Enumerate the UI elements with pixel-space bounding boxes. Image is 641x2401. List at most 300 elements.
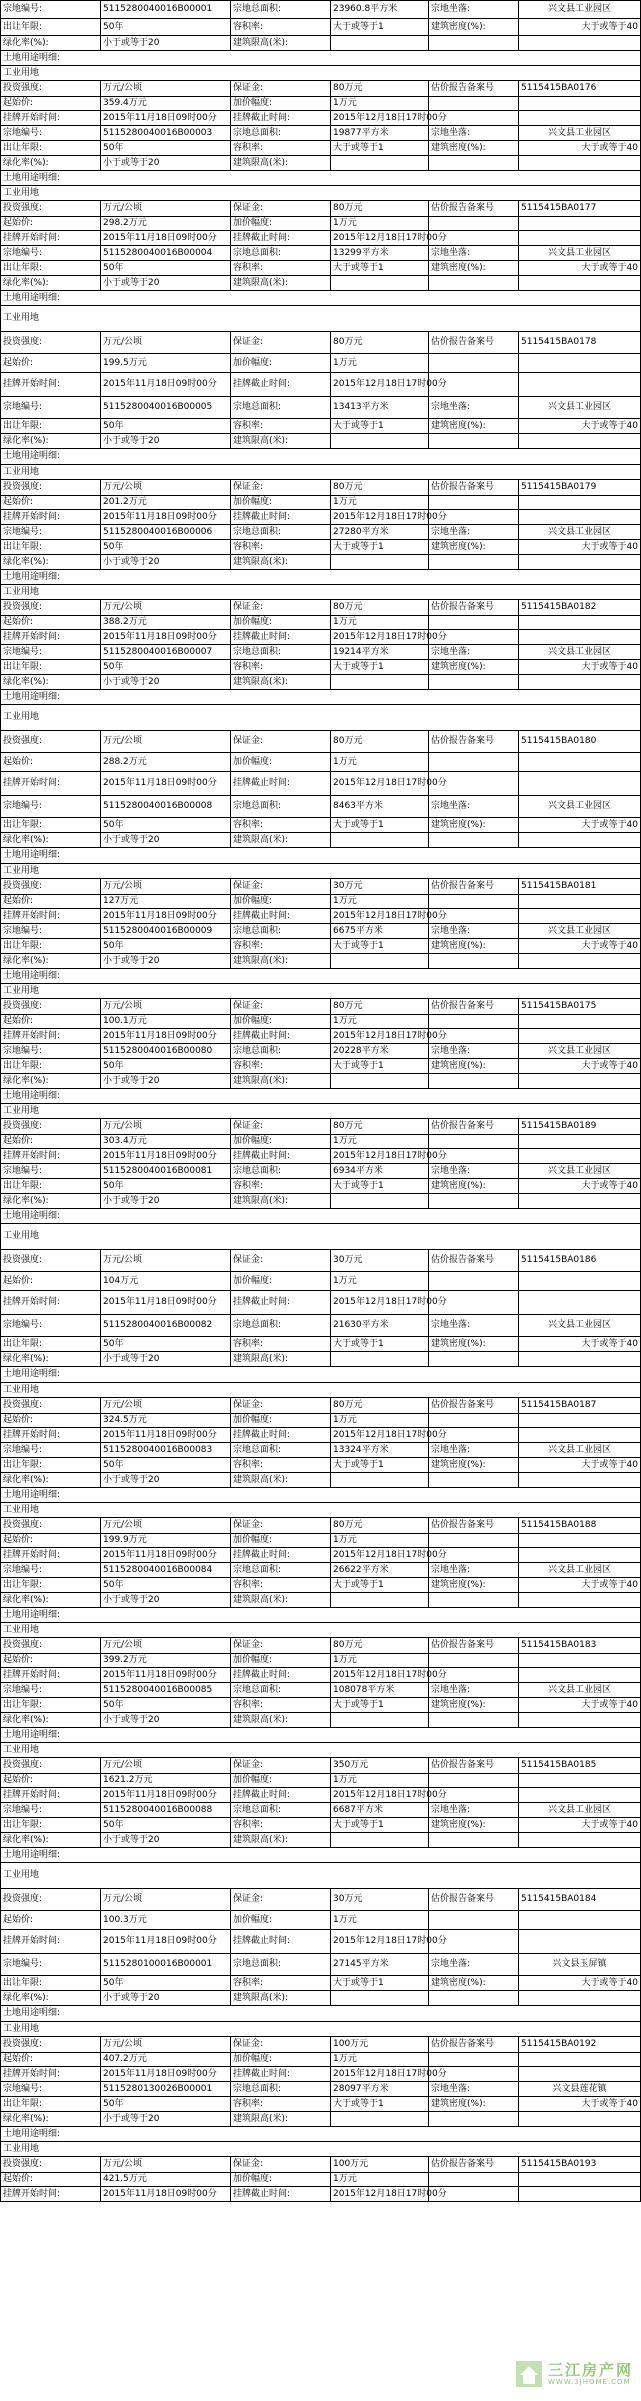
increment-label: 加价幅度:: [231, 217, 331, 230]
listing-time-row: [1, 1788, 641, 1803]
empty-cell: [519, 1534, 641, 1547]
empty-cell: [519, 1991, 641, 2005]
investment-row: [1, 2037, 641, 2053]
investment-row: [1, 1638, 641, 1654]
listing-time-row: [1, 373, 641, 397]
investment-value: 万元/公顷: [101, 2037, 231, 2052]
height-limit-label: 建筑限高(米):: [231, 36, 331, 50]
parcel-location-value: 兴文县工业园区: [519, 126, 641, 140]
empty-cell: [429, 1015, 519, 1028]
land-use-detail: [1, 2127, 641, 2142]
land-use-detail-text: 土地用途明细:: [1, 1367, 641, 1382]
empty-cell: [519, 1149, 641, 1163]
industrial-use: [1, 1224, 641, 1250]
start-price-row: [1, 753, 641, 772]
listing-end-label: 挂牌截止时间:: [231, 1029, 331, 1043]
appraisal-value: 5115415BA0180: [519, 731, 641, 752]
investment-label: 投资强度:: [1, 1398, 101, 1413]
term-value: 50年: [101, 1458, 231, 1472]
green-ratio-label: 绿化率(%):: [1, 1473, 101, 1487]
industrial-use: [1, 2022, 641, 2037]
parcel-code-label: 宗地编号:: [1, 525, 101, 539]
industrial-use-text: 工业用地: [1, 1224, 641, 1249]
watermark-url: WWW.3JHOME.COM: [548, 2378, 631, 2387]
investment-row: [1, 1518, 641, 1534]
empty-cell: [519, 354, 641, 372]
land-use-detail: [1, 1209, 641, 1224]
empty-cell: [519, 1428, 641, 1442]
empty-cell: [429, 1788, 519, 1802]
empty-cell: [429, 1428, 519, 1442]
start-price-label: 起始价:: [1, 616, 101, 629]
empty-cell: [519, 2112, 641, 2126]
listing-end-value: 2015年12月18日17时00分: [331, 1291, 429, 1314]
term-label: 出让年限:: [1, 1698, 101, 1712]
investment-row: [1, 2157, 641, 2173]
listing-end-label: 挂牌截止时间:: [231, 111, 331, 125]
investment-row: [1, 1889, 641, 1911]
plot-ratio-label: 容积率:: [231, 1337, 331, 1351]
industrial-use: [1, 186, 641, 201]
start-price-label: 起始价:: [1, 354, 101, 372]
appraisal-label: 估价报告备案号: [429, 879, 519, 894]
density-label: 建筑密度(%):: [429, 540, 519, 554]
term-value: 50年: [101, 19, 231, 35]
density-value: 大于或等于40: [519, 1698, 641, 1712]
start-price-value: 201.2万元: [101, 496, 231, 509]
investment-label: 投资强度:: [1, 1119, 101, 1134]
parcel-location-label: 宗地坐落:: [429, 1315, 519, 1336]
investment-row: [1, 999, 641, 1015]
empty-cell: [519, 510, 641, 524]
parcel-code-row: [1, 1044, 641, 1059]
appraisal-label: 估价报告备案号: [429, 1119, 519, 1134]
empty-cell: [519, 496, 641, 509]
land-use-detail-text: 土地用途明细:: [1, 1089, 641, 1103]
green-ratio-row: [1, 675, 641, 690]
parcel-code-value: 5115280040016B00081: [101, 1164, 231, 1178]
term-value: 50年: [101, 660, 231, 674]
start-price-label: 起始价:: [1, 1654, 101, 1667]
plot-ratio-value: 大于或等于1: [331, 2097, 429, 2111]
start-price-row: [1, 2053, 641, 2067]
deposit-label: 保证金:: [231, 480, 331, 495]
listing-start-value: 2015年11月18日09时00分: [101, 772, 231, 795]
parcel-code-label: 宗地编号:: [1, 1563, 101, 1577]
listing-end-value: 2015年12月18日17时00分: [331, 1788, 429, 1802]
investment-label: 投资强度:: [1, 480, 101, 495]
empty-cell: [519, 156, 641, 170]
green-ratio-row: [1, 1593, 641, 1608]
empty-cell: [519, 36, 641, 50]
listing-time-row: [1, 909, 641, 924]
empty-cell: [429, 510, 519, 524]
appraisal-label: 估价报告备案号: [429, 2037, 519, 2052]
parcel-area-value: 8463平方米: [331, 796, 429, 817]
empty-cell: [519, 1352, 641, 1366]
empty-cell: [429, 1029, 519, 1043]
increment-label: 加价幅度:: [231, 1135, 331, 1148]
start-price-value: 421.5万元: [101, 2173, 231, 2186]
appraisal-value: 5115415BA0175: [519, 999, 641, 1014]
start-price-label: 起始价:: [1, 1414, 101, 1427]
empty-cell: [429, 1272, 519, 1290]
parcel-code-row: [1, 1164, 641, 1179]
empty-cell: [519, 909, 641, 923]
empty-cell: [519, 276, 641, 290]
industrial-use-text: 工业用地: [1, 465, 641, 479]
start-price-value: 288.2万元: [101, 753, 231, 771]
land-use-detail-text: 土地用途明细:: [1, 1728, 641, 1742]
listing-time-row: [1, 510, 641, 525]
empty-cell: [519, 616, 641, 629]
start-price-label: 起始价:: [1, 753, 101, 771]
start-price-value: 100.1万元: [101, 1015, 231, 1028]
investment-value: 万元/公顷: [101, 1119, 231, 1134]
parcel-area-value: 28097平方米: [331, 2082, 429, 2096]
land-use-detail-text: 土地用途明细:: [1, 171, 641, 185]
listing-start-label: 挂牌开始时间:: [1, 2067, 101, 2081]
listing-start-value: 2015年11月18日09时00分: [101, 510, 231, 524]
term-label: 出让年限:: [1, 1458, 101, 1472]
listing-start-label: 挂牌开始时间:: [1, 373, 101, 396]
empty-cell: [429, 2173, 519, 2186]
deposit-label: 保证金:: [231, 1250, 331, 1271]
listing-end-value: 2015年12月18日17时00分: [331, 1668, 429, 1682]
industrial-use: [1, 705, 641, 731]
increment-value: 1万元: [331, 1414, 429, 1427]
listing-end-value: 2015年12月18日17时00分: [331, 2067, 429, 2081]
term-label: 出让年限:: [1, 1179, 101, 1193]
parcel-location-value: 兴文县工业园区: [519, 796, 641, 817]
plot-ratio-value: 大于或等于1: [331, 1179, 429, 1193]
density-label: 建筑密度(%):: [429, 1337, 519, 1351]
investment-row: [1, 879, 641, 895]
increment-label: 加价幅度:: [231, 496, 331, 509]
industrial-use: [1, 864, 641, 879]
parcel-code-label: 宗地编号:: [1, 1443, 101, 1457]
term-value: 50年: [101, 1337, 231, 1351]
listing-time-row: [1, 772, 641, 796]
parcel-code-value: 5115280040016B00082: [101, 1315, 231, 1336]
height-limit-value: [331, 675, 429, 689]
land-use-detail-text: 土地用途明细:: [1, 690, 641, 704]
listing-end-label: 挂牌截止时间:: [231, 1548, 331, 1562]
term-value: 50年: [101, 1818, 231, 1832]
increment-value: 1万元: [331, 753, 429, 771]
height-limit-label: 建筑限高(米):: [231, 555, 331, 569]
density-label: 建筑密度(%):: [429, 1578, 519, 1592]
parcel-area-value: 27145平方米: [331, 1954, 429, 1975]
appraisal-label: 估价报告备案号: [429, 1250, 519, 1271]
start-price-value: 199.9万元: [101, 1534, 231, 1547]
green-ratio-row: [1, 1194, 641, 1209]
listing-end-value: 2015年12月18日17时00分: [331, 2187, 429, 2201]
deposit-label: 保证金:: [231, 1518, 331, 1533]
parcel-code-label: 宗地编号:: [1, 1164, 101, 1178]
land-use-detail: [1, 969, 641, 984]
land-use-detail-text: 土地用途明细:: [1, 570, 641, 584]
green-ratio-label: 绿化率(%):: [1, 1713, 101, 1727]
density-value: 大于或等于40: [519, 141, 641, 155]
parcel-location-value: 兴文县工业园区: [519, 1443, 641, 1457]
deposit-label: 保证金:: [231, 1638, 331, 1653]
land-use-detail: [1, 570, 641, 585]
term-label: 出让年限:: [1, 818, 101, 832]
appraisal-label: 估价报告备案号: [429, 81, 519, 96]
parcel-location-label: 宗地坐落:: [429, 1, 519, 18]
green-ratio-label: 绿化率(%):: [1, 276, 101, 290]
green-ratio-row: [1, 2112, 641, 2127]
term-label: 出让年限:: [1, 660, 101, 674]
deposit-label: 保证金:: [231, 1889, 331, 1910]
empty-cell: [519, 1593, 641, 1607]
investment-row: [1, 731, 641, 753]
parcel-area-value: 19214平方米: [331, 645, 429, 659]
parcel-code-value: 5115280040016B00007: [101, 645, 231, 659]
empty-cell: [519, 231, 641, 245]
land-use-detail: [1, 848, 641, 864]
term-value: 50年: [101, 818, 231, 832]
plot-ratio-label: 容积率:: [231, 939, 331, 953]
density-label: 建筑密度(%):: [429, 1179, 519, 1193]
empty-cell: [519, 2053, 641, 2066]
empty-cell: [519, 1774, 641, 1787]
height-limit-label: 建筑限高(米):: [231, 2112, 331, 2126]
parcel-code-row: [1, 645, 641, 660]
start-price-row: [1, 1654, 641, 1668]
parcel-area-value: 6934平方米: [331, 1164, 429, 1178]
investment-value: 万元/公顷: [101, 1518, 231, 1533]
listing-start-value: 2015年11月18日09时00分: [101, 2067, 231, 2081]
plot-ratio-value: 大于或等于1: [331, 1698, 429, 1712]
density-value: 大于或等于40: [519, 1458, 641, 1472]
empty-cell: [429, 2053, 519, 2066]
green-ratio-row: [1, 1833, 641, 1848]
parcel-area-value: 6687平方米: [331, 1803, 429, 1817]
empty-cell: [429, 616, 519, 629]
parcel-location-label: 宗地坐落:: [429, 126, 519, 140]
parcel-code-value: 5115280040016B00084: [101, 1563, 231, 1577]
height-limit-value: [331, 156, 429, 170]
listing-start-value: 2015年11月18日09时00分: [101, 630, 231, 644]
empty-cell: [519, 675, 641, 689]
land-use-detail-text: 土地用途明细:: [1, 1848, 641, 1862]
plot-ratio-label: 容积率:: [231, 419, 331, 433]
empty-cell: [429, 1473, 519, 1487]
height-limit-label: 建筑限高(米):: [231, 1194, 331, 1208]
listing-time-row: [1, 2067, 641, 2082]
start-price-label: 起始价:: [1, 2173, 101, 2186]
parcel-area-value: 26622平方米: [331, 1563, 429, 1577]
empty-cell: [519, 753, 641, 771]
listing-start-label: 挂牌开始时间:: [1, 1930, 101, 1953]
term-value: 50年: [101, 261, 231, 275]
start-price-label: 起始价:: [1, 496, 101, 509]
term-value: 50年: [101, 141, 231, 155]
listing-end-label: 挂牌截止时间:: [231, 2067, 331, 2081]
listing-time-row: [1, 1668, 641, 1683]
industrial-use: [1, 306, 641, 332]
deposit-label: 保证金:: [231, 81, 331, 96]
listing-time-row: [1, 111, 641, 126]
plot-ratio-value: 大于或等于1: [331, 1059, 429, 1073]
deposit-value: 80万元: [331, 480, 429, 495]
density-label: 建筑密度(%):: [429, 1818, 519, 1832]
land-use-detail: [1, 690, 641, 705]
height-limit-label: 建筑限高(米):: [231, 1713, 331, 1727]
parcel-location-value: 兴文县工业园区: [519, 924, 641, 938]
industrial-use: [1, 585, 641, 600]
land-use-detail: [1, 291, 641, 306]
investment-label: 投资强度:: [1, 1518, 101, 1533]
start-price-row: [1, 2173, 641, 2187]
industrial-use-text: 工业用地: [1, 66, 641, 80]
height-limit-value: [331, 1194, 429, 1208]
deposit-label: 保证金:: [231, 1758, 331, 1773]
listing-start-label: 挂牌开始时间:: [1, 1149, 101, 1163]
plot-ratio-label: 容积率:: [231, 660, 331, 674]
land-use-detail-text: 土地用途明细:: [1, 449, 641, 464]
density-value: 大于或等于40: [519, 1976, 641, 1990]
density-label: 建筑密度(%):: [429, 660, 519, 674]
green-ratio-row: [1, 1074, 641, 1089]
term-label: 出让年限:: [1, 1337, 101, 1351]
investment-label: 投资强度:: [1, 999, 101, 1014]
parcel-code-label: 宗地编号:: [1, 397, 101, 418]
parcel-code-label: 宗地编号:: [1, 1, 101, 18]
increment-label: 加价幅度:: [231, 1015, 331, 1028]
industrial-use-text: 工业用地: [1, 984, 641, 998]
listing-time-row: [1, 1149, 641, 1164]
height-limit-label: 建筑限高(米):: [231, 833, 331, 847]
term-row: [1, 939, 641, 954]
green-ratio-row: [1, 1352, 641, 1367]
start-price-value: 199.5万元: [101, 354, 231, 372]
term-value: 50年: [101, 540, 231, 554]
increment-value: 1万元: [331, 354, 429, 372]
green-ratio-value: 小于或等于20: [101, 1194, 231, 1208]
parcel-location-label: 宗地坐落:: [429, 1954, 519, 1975]
parcel-area-label: 宗地总面积:: [231, 1164, 331, 1178]
increment-label: 加价幅度:: [231, 1774, 331, 1787]
appraisal-value: 5115415BA0186: [519, 1250, 641, 1271]
listing-end-value: 2015年12月18日17时00分: [331, 1149, 429, 1163]
listing-end-label: 挂牌截止时间:: [231, 1668, 331, 1682]
height-limit-label: 建筑限高(米):: [231, 1593, 331, 1607]
investment-row: [1, 1398, 641, 1414]
appraisal-label: 估价报告备案号: [429, 2157, 519, 2172]
start-price-row: [1, 895, 641, 909]
parcel-code-label: 宗地编号:: [1, 796, 101, 817]
term-row: [1, 141, 641, 156]
investment-value: 万元/公顷: [101, 2157, 231, 2172]
start-price-value: 407.2万元: [101, 2053, 231, 2066]
industrial-use-text: 工业用地: [1, 1743, 641, 1757]
deposit-value: 80万元: [331, 1518, 429, 1533]
green-ratio-value: 小于或等于20: [101, 555, 231, 569]
industrial-use-text: 工业用地: [1, 1503, 641, 1517]
parcel-location-value: 兴文县工业园区: [519, 1044, 641, 1058]
density-value: 大于或等于40: [519, 1578, 641, 1592]
green-ratio-row: [1, 555, 641, 570]
investment-value: 万元/公顷: [101, 81, 231, 96]
deposit-value: 30万元: [331, 879, 429, 894]
height-limit-label: 建筑限高(米):: [231, 1473, 331, 1487]
density-label: 建筑密度(%):: [429, 939, 519, 953]
plot-ratio-value: 大于或等于1: [331, 141, 429, 155]
increment-value: 1万元: [331, 2053, 429, 2066]
term-label: 出让年限:: [1, 261, 101, 275]
plot-ratio-value: 大于或等于1: [331, 660, 429, 674]
deposit-value: 100万元: [331, 2157, 429, 2172]
listing-start-value: 2015年11月18日09时00分: [101, 2187, 231, 2201]
listing-end-label: 挂牌截止时间:: [231, 231, 331, 245]
increment-label: 加价幅度:: [231, 97, 331, 110]
industrial-use: [1, 1503, 641, 1518]
listing-start-value: 2015年11月18日09时00分: [101, 1029, 231, 1043]
increment-value: 1万元: [331, 1911, 429, 1929]
increment-value: 1万元: [331, 1015, 429, 1028]
start-price-value: 324.5万元: [101, 1414, 231, 1427]
parcel-area-label: 宗地总面积:: [231, 1803, 331, 1817]
parcel-location-value: 兴文县工业园区: [519, 397, 641, 418]
listing-start-label: 挂牌开始时间:: [1, 111, 101, 125]
empty-cell: [429, 1930, 519, 1953]
listing-end-value: 2015年12月18日17时00分: [331, 772, 429, 795]
plot-ratio-label: 容积率:: [231, 1698, 331, 1712]
parcel-code-value: 5115280100016B00001: [101, 1954, 231, 1975]
empty-cell: [429, 1074, 519, 1088]
industrial-use: [1, 2142, 641, 2157]
parcel-code-row: [1, 397, 641, 419]
term-row: [1, 1059, 641, 1074]
parcel-area-value: 13324平方米: [331, 1443, 429, 1457]
term-row: [1, 818, 641, 833]
start-price-row: [1, 1534, 641, 1548]
green-ratio-value: 小于或等于20: [101, 1991, 231, 2005]
height-limit-value: [331, 1833, 429, 1847]
empty-cell: [519, 1911, 641, 1929]
empty-cell: [519, 1074, 641, 1088]
empty-cell: [429, 373, 519, 396]
land-use-detail-text: 土地用途明细:: [1, 1608, 641, 1622]
appraisal-label: 估价报告备案号: [429, 1638, 519, 1653]
plot-ratio-value: 大于或等于1: [331, 19, 429, 35]
empty-cell: [519, 217, 641, 230]
empty-cell: [519, 2173, 641, 2186]
green-ratio-label: 绿化率(%):: [1, 1593, 101, 1607]
parcel-location-value: 兴文县工业园区: [519, 1683, 641, 1697]
listing-time-row: [1, 1029, 641, 1044]
parcel-area-label: 宗地总面积:: [231, 924, 331, 938]
height-limit-label: 建筑限高(米):: [231, 954, 331, 968]
term-row: [1, 1976, 641, 1991]
industrial-use: [1, 1104, 641, 1119]
green-ratio-value: 小于或等于20: [101, 1713, 231, 1727]
listing-end-label: 挂牌截止时间:: [231, 1930, 331, 1953]
start-price-value: 359.4万元: [101, 97, 231, 110]
empty-cell: [519, 1291, 641, 1314]
empty-cell: [519, 895, 641, 908]
empty-cell: [429, 1149, 519, 1163]
empty-cell: [429, 1135, 519, 1148]
appraisal-label: 估价报告备案号: [429, 1889, 519, 1910]
empty-cell: [519, 1788, 641, 1802]
green-ratio-label: 绿化率(%):: [1, 1352, 101, 1366]
density-value: 大于或等于40: [519, 2097, 641, 2111]
appraisal-value: 5115415BA0178: [519, 332, 641, 353]
